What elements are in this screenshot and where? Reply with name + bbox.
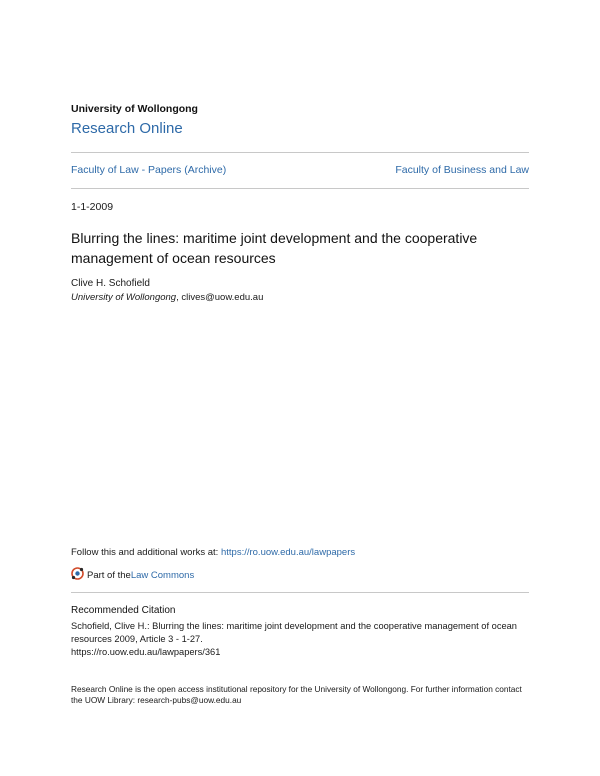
follow-url-link[interactable]: https://ro.uow.edu.au/lawpapers bbox=[220, 547, 356, 558]
paper-title: Blurring the lines: maritime joint development and the cooperative management of ocean resources bbox=[71, 230, 478, 266]
author-name: Clive H. Schofield bbox=[71, 278, 150, 289]
repository-link[interactable]: Research Online bbox=[71, 120, 183, 137]
divider-citation bbox=[71, 592, 529, 593]
affiliation-email: , clives@uow.edu.au bbox=[176, 292, 264, 303]
series-link-law-papers[interactable]: Faculty of Law - Papers (Archive) bbox=[71, 164, 227, 176]
repository-footer: Research Online is the open access institutional repository for the University of Wollongong. For further information contact the UOW Library: research-pubs@uow.edu.au bbox=[71, 684, 522, 705]
citation-text: Schofield, Clive H.: Blurring the lines: maritime joint development and the cooperative management of ocean resources 2009, Article 3 - 1-27. bbox=[71, 621, 517, 644]
divider-top bbox=[71, 152, 529, 153]
citation-url: https://ro.uow.edu.au/lawpapers/361 bbox=[71, 647, 221, 657]
part-of-line bbox=[71, 567, 194, 583]
law-commons-link[interactable]: Law Commons bbox=[130, 569, 195, 581]
citation-block bbox=[71, 620, 531, 659]
network-icon bbox=[71, 567, 87, 583]
follow-line bbox=[71, 547, 355, 558]
series-link-business-law[interactable]: Faculty of Business and Law bbox=[395, 164, 529, 176]
publication-date: 1-1-2009 bbox=[71, 201, 114, 213]
divider-series bbox=[71, 188, 529, 189]
part-of-prefix: Part of the bbox=[87, 569, 131, 581]
citation-heading: Recommended Citation bbox=[71, 605, 176, 616]
author-affiliation bbox=[71, 292, 263, 303]
institution-name: University of Wollongong bbox=[71, 103, 198, 115]
follow-prefix: Follow this and additional works at: bbox=[71, 547, 221, 558]
affiliation-institution: University of Wollongong bbox=[71, 292, 177, 303]
